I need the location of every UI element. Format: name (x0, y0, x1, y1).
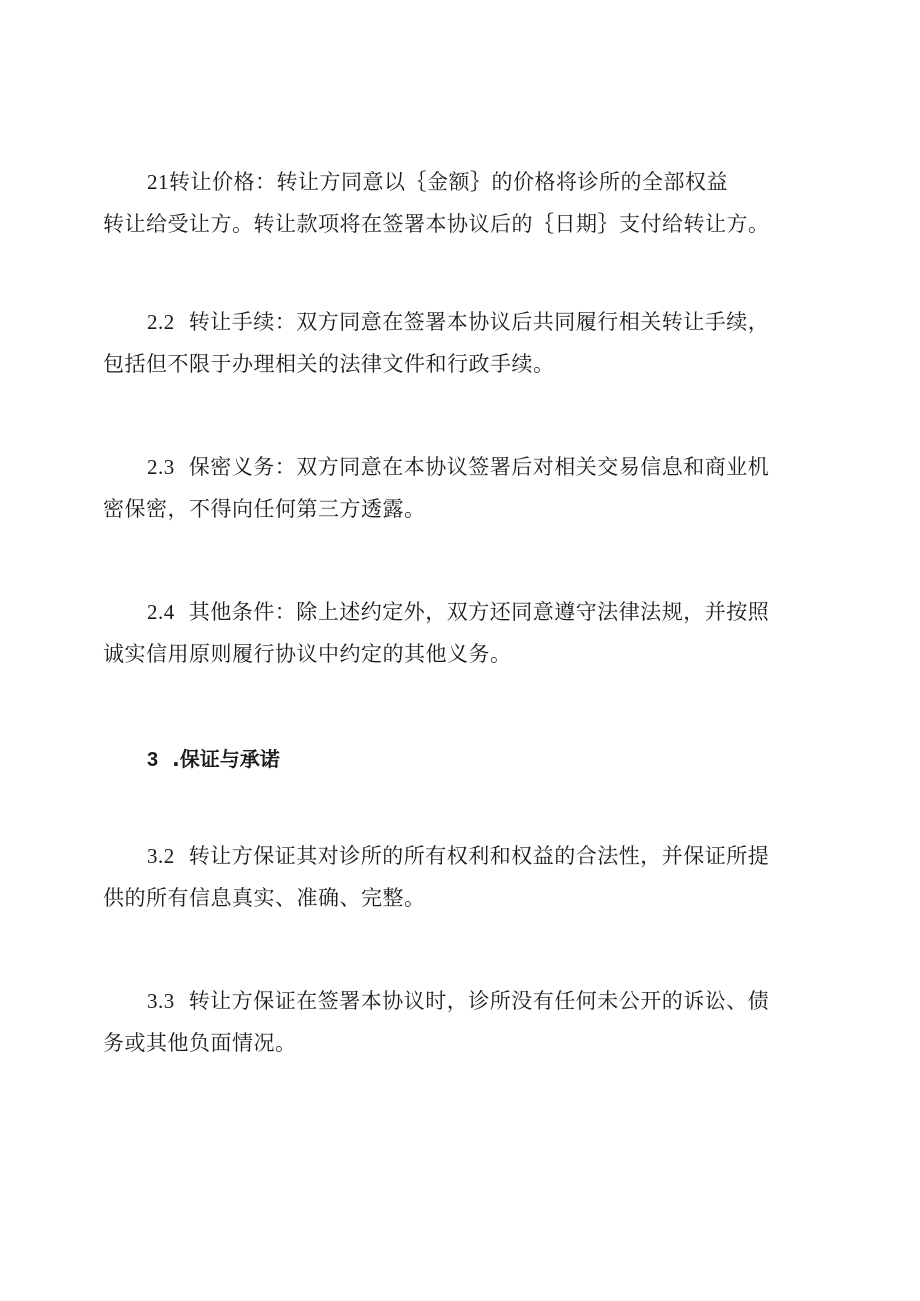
clause-line: 务或其他负面情况。 (103, 1031, 297, 1055)
clause-2-2 (103, 301, 823, 385)
section-heading-3 (147, 741, 280, 778)
clause-line (103, 301, 823, 343)
clause-line: 诚实信用原则履行协议中约定的其他义务。 (103, 642, 512, 666)
clause-line: 供的所有信息真实、准确、完整。 (103, 886, 426, 910)
clause-line (103, 446, 823, 488)
clause-text: 保密义务：双方同意在本协议签署后对相关交易信息和商业机 (188, 455, 770, 479)
clause-line (103, 161, 823, 203)
clause-line: 密保密，不得向任何第三方透露。 (103, 497, 426, 521)
clause-text: 转让方保证在签署本协议时，诊所没有任何未公开的诉讼、债 (188, 989, 770, 1013)
clause-2-4 (103, 591, 823, 675)
clause-number: 2.3 (147, 455, 175, 479)
clause-3-3 (103, 980, 823, 1064)
clause-line (103, 835, 823, 877)
clause-number: 2.2 (147, 310, 175, 334)
clause-2-1 (103, 161, 823, 245)
clause-2-3 (103, 446, 823, 530)
clause-text: 转让方保证其对诊所的所有权利和权益的合法性，并保证所提 (188, 844, 770, 868)
clause-text: 转让手续：双方同意在签署本协议后共同履行相关转让手续， (188, 310, 770, 334)
clause-3-2 (103, 835, 823, 919)
clause-line (103, 591, 823, 633)
clause-number: 3.2 (147, 844, 175, 868)
clause-line: 转让给受让方。转让款项将在签署本协议后的｛日期｝支付给转让方。 (103, 212, 770, 236)
clause-number: 3.3 (147, 989, 175, 1013)
clause-number: 2.4 (147, 600, 175, 624)
clause-text: 其他条件：除上述约定外，双方还同意遵守法律法规，并按照 (188, 600, 770, 624)
heading-text: .保证与承诺 (172, 747, 280, 771)
clause-line (103, 980, 823, 1022)
clause-number: 21 (147, 170, 169, 194)
heading-number: 3 (147, 749, 159, 771)
clause-text: 转让价格：转让方同意以｛金额｝的价格将诊所的全部权益 (169, 170, 728, 194)
clause-line: 包括但不限于办理相关的法律文件和行政手续。 (103, 352, 555, 376)
